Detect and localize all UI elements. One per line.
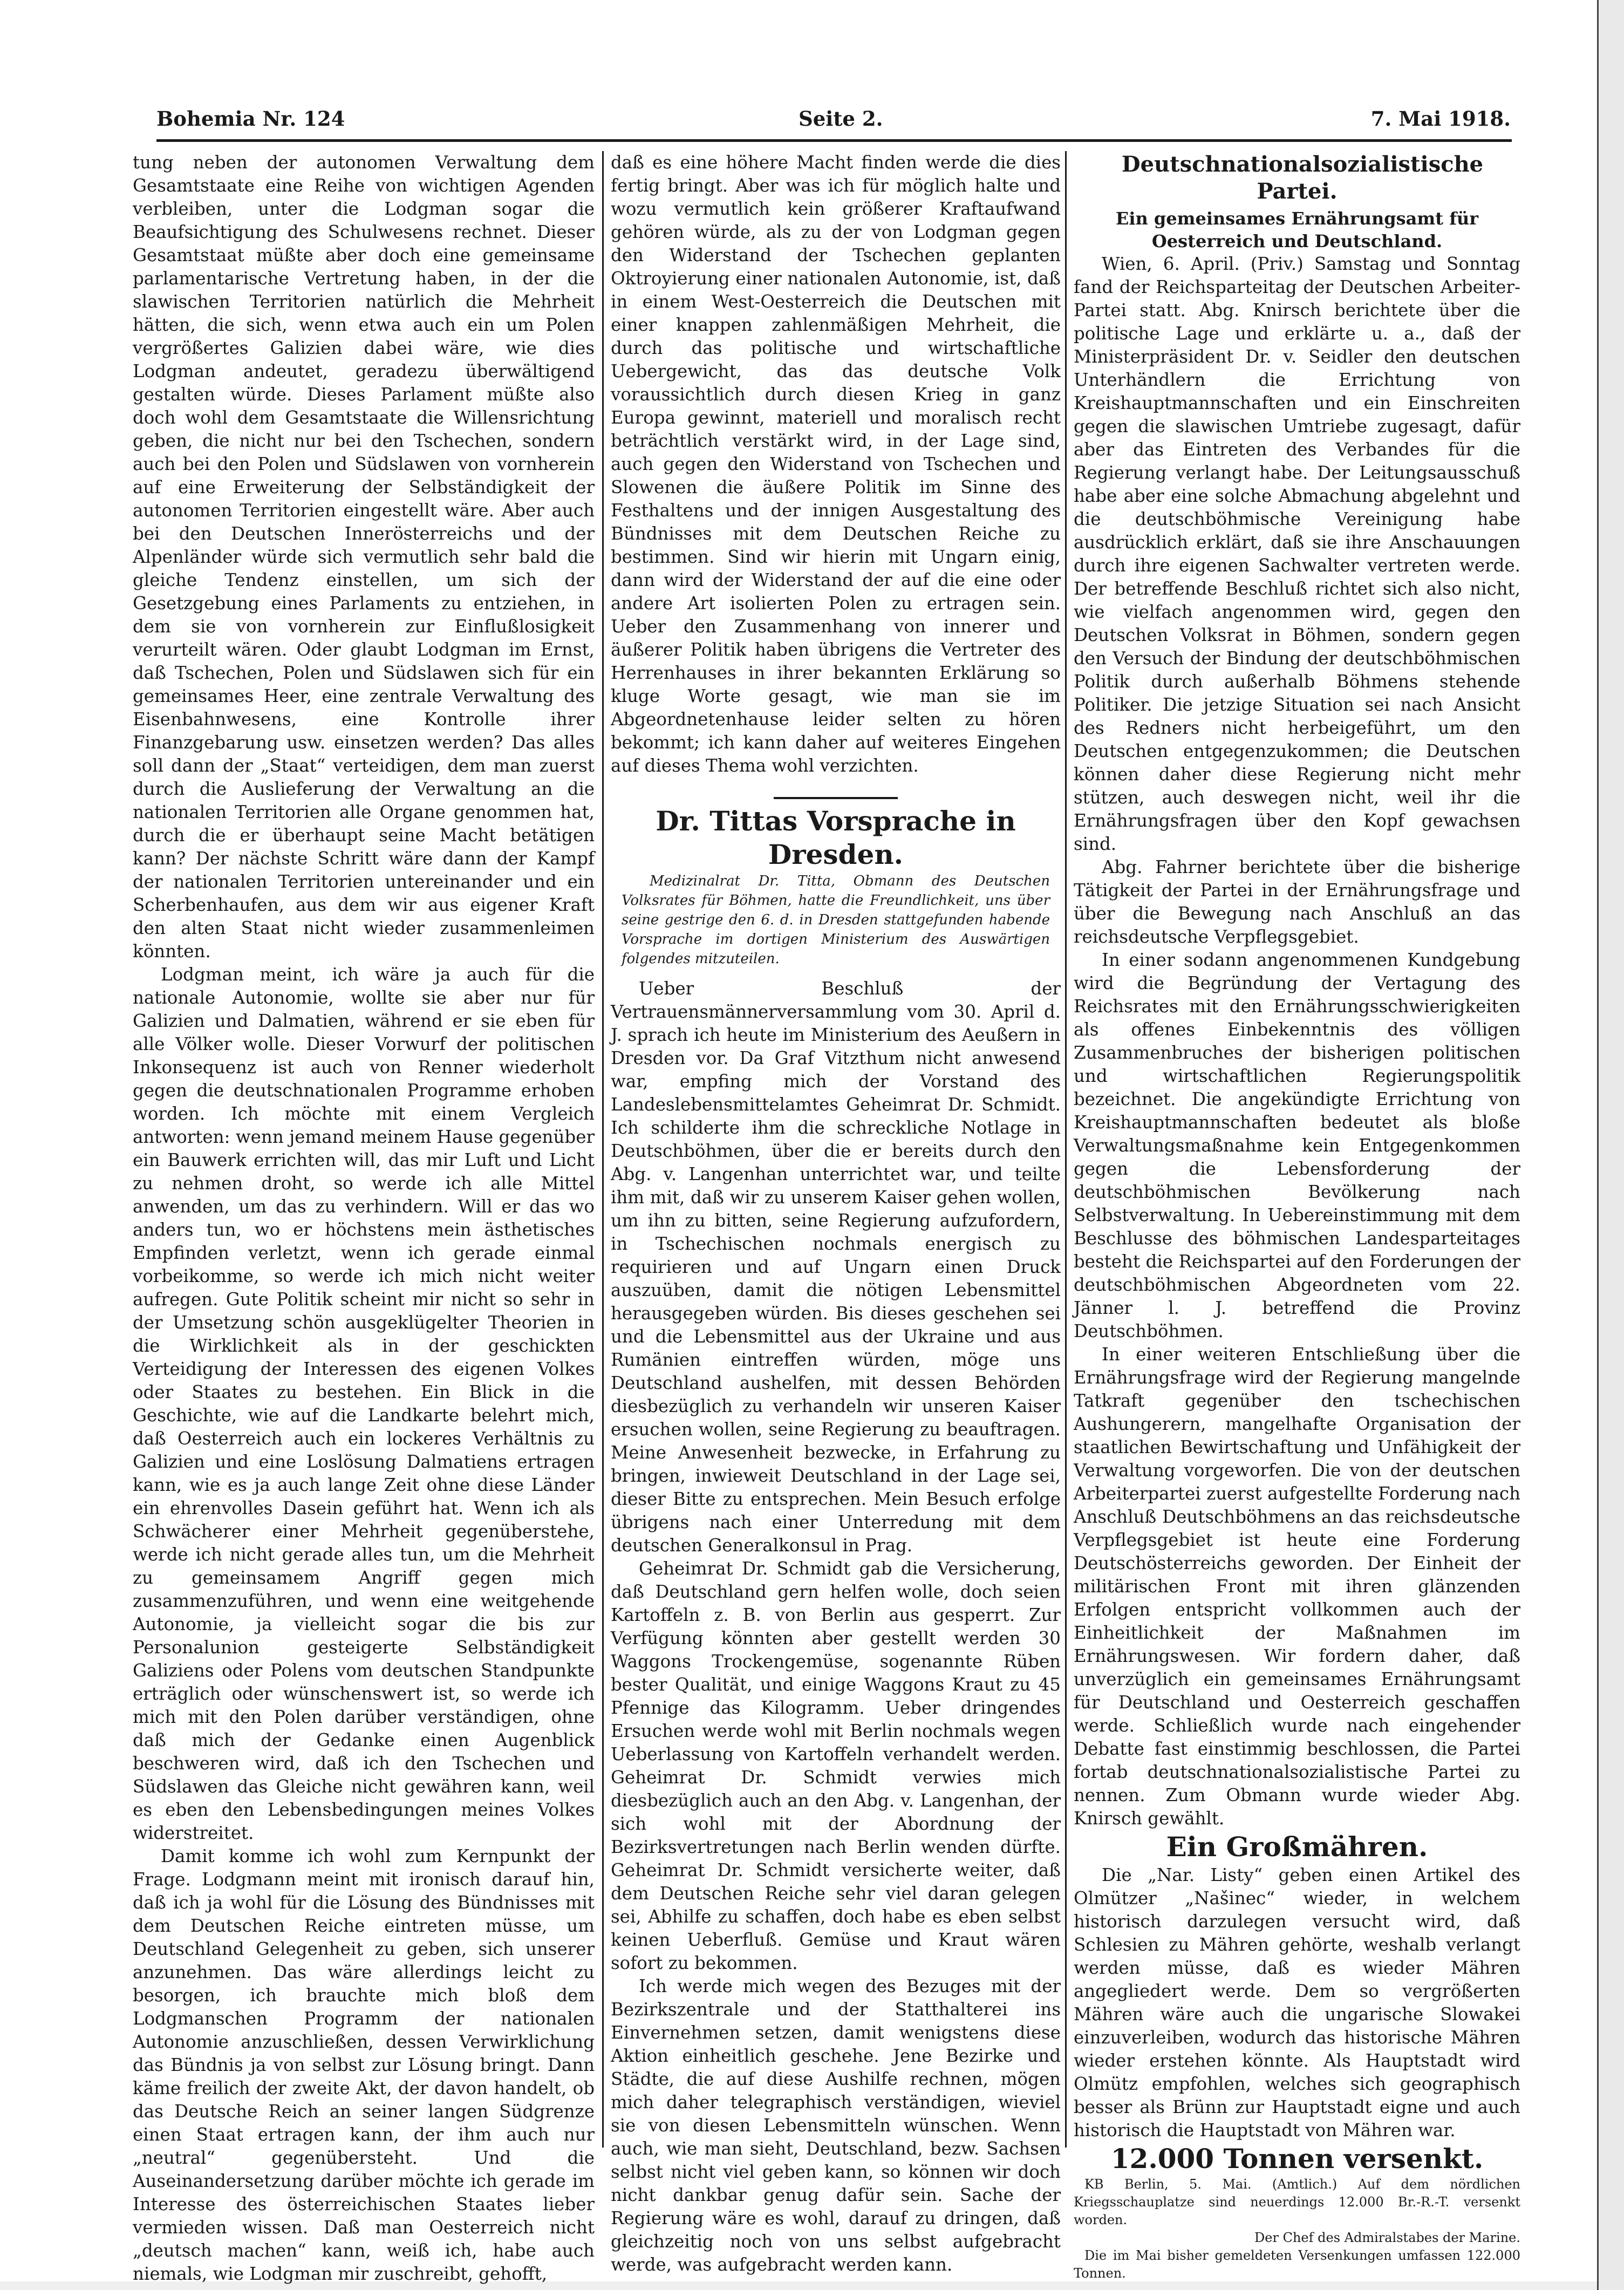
article-paragraph: Geheimrat Dr. Schmidt gab die Versicherung, daß Deutschland gern helfen wolle, doch seien Kartoffeln z. B. von Berlin aus gesperrt. Zur Verfügung könnten aber gestellt werden 30 Waggons Trockengemüse, sogenannte Rüben bester Qualität, und einige Waggons Kraut zu 45 Pfennige das Kilogramm. Ueber dringendes Ersuchen werde wohl mit Berlin nochmals wegen Ueberlassung von Kartoffeln verhandelt werden. Geheimrat Dr. Schmidt verwies mich diesbezüglich auch an den Abg. v. Langenhan, der sich wohl mit der Abordnung der Bezirksvertretungen nach Berlin wenden dürfte. Geheimrat Dr. Schmidt versicherte weiter, daß dem Deutschen Reiche sehr viel daran gelegen sei, Abhilfe zu schaffen, doch habe es eben selbst keinen Ueberfluß. Gemüse und Kraut wären sofort zu bekommen. xyxy=(611,1558,1061,1973)
article-paragraph: Die „Nar. Listy“ geben einen Artikel des Olmützer „Našinec“ wieder, in welchem historisch darzulegen versucht wird, daß Schlesien zu Mähren gehörte, weshalb verlangt werden müsse, daß es wieder Mähren angegliedert werde. Dem so vergrößerten Mähren wäre auch die ungarische Slowakei einzuverleiben, wodurch das historische Mähren wieder erstehen könnte. Als Hauptstadt wird Olmütz empfohlen, welches sich geographisch besser als Brünn zur Hauptstadt eigne und auch historisch die Hauptstadt von Mähren war. xyxy=(1074,1865,1520,2141)
article-subheadline: Ein gemeinsames Ernährungsamt für Oesterreich und Deutschland. xyxy=(1115,208,1479,251)
article-paragraph: tung neben der autonomen Verwaltung dem Gesamtstaate eine Reihe von wichtigen Agenden verbleiben, unter die Lodgman sogar die Beaufsichtigung des Schulwesens rechnet. Dieser Gesamtstaat müßte aber doch eine gemeinsame parlamentarische Vertretung haben, in der die slawischen Territorien natürlich die Mehrheit hätten, die sich, wenn etwa auch ein um Polen vergrößertes Galizien dabei wäre, wie dies Lodgman andeutet, geradezu überwältigend gestalten würde. Dieses Parlament müßte also doch wohl dem Gesamtstaate die Willensrichtung geben, die nicht nur bei den Tschechen, sondern auch bei den Polen und Südslawen von vornherein auf eine Erweiterung der Selbständigkeit der autonomen Territorien eingestellt wäre. Aber auch bei den Deutschen Innerösterreichs und der Alpenländer würde sich vermutlich sehr bald die gleiche Tendenz einstellen, um sich der Gesetzgebung eines Parlaments zu entziehen, in dem sie von vornherein zur Einflußlosigkeit verurteilt wären. Oder glaubt Lodgman im Ernst, daß Tschechen, Polen und Südslawen sich für ein gemeinsames Heer, eine zentrale Verwaltung des Eisenbahnwesens, eine Kontrolle ihrer Finanzgebarung usw. einsetzen werden? Das alles soll dann der „Staat“ verteidigen, dem man zuerst durch die Auslieferung der Verwaltung an die nationalen Territorien alle Organe genommen hat, durch die er überhaupt seine Macht betätigen kann? Der nächste Schritt wäre dann der Kampf der nationalen Territorien untereinander und ein Scherbenhaufen, aus dem wir aus eigener Kraft den alten Staat nicht wieder zusammenleimen könnten. xyxy=(133,152,595,962)
column-left xyxy=(133,151,595,2284)
page-edge-right xyxy=(1597,0,1624,2290)
page-header xyxy=(156,103,1511,140)
article-intro: Medizinalrat Dr. Titta, Obmann des Deutschen Volksrates für Böhmen, hatte die Freundlichkeit, uns über seine gestrige den 6. d. in Dresden stattgefunden habende Vorsprache im dortigen Ministerium des Auswärtigen folgendes mitzuteilen. xyxy=(622,873,1050,967)
article-paragraph: KB Berlin, 5. Mai. (Amtlich.) Auf dem nördlichen Kriegsschauplatze sind neuerdings 12.000 Br.-R.-T. versenkt worden. xyxy=(1074,2177,1520,2227)
article-paragraph: Lodgman meint, ich wäre ja auch für die nationale Autonomie, wollte sie aber nur für Galizien und Dalmatien, während er sie eben für alle Völker wolle. Dieser Vorwurf der politischen Inkonsequenz ist auch von Renner wiederholt gegen die deutschnationalen Programme erhoben worden. Ich möchte mit einem Vergleich antworten: wenn jemand meinem Hause gegenüber ein Bauwerk errichten will, das mir Luft und Licht zu nehmen droht, so werde ich alle Mittel anwenden, um das zu verhindern. Will er das wo anders tun, wo er höchstens mein ästhetisches Empfinden verletzt, wenn ich gerade einmal vorbeikomme, so werde ich mich nicht weiter aufregen. Gute Politik scheint mir nicht so sehr in der Umsetzung schön ausgeklügelter Theorien in die Wirklichkeit als in der geschickten Verteidigung der Interessen des eigenen Volkes oder Staates zu bestehen. Ein Blick in die Geschichte, wie auf die Landkarte belehrt mich, daß Oesterreich auch ein lockeres Verhältnis zu Galizien und eine Loslösung Dalmatiens ertragen kann, wie es ja auch lange Zeit ohne diese Länder ein ehrenvolles Dasein geführt hat. Wenn ich als Schwächerer einer Mehrheit gegenüberstehe, werde ich nicht gerade alles tun, um die Mehrheit zu gemeinsamem Angriff gegen mich zusammenzuführen, und wenn eine weitgehende Autonomie, ja vielleicht sogar die bis zur Personalunion gesteigerte Selbständigkeit Galiziens oder Polens vom deutschen Standpunkte erträglich oder wünschenswert ist, so werde ich mich mit den Polen darüber verständigen, ohne daß mich der Gedanke einen Augenblick beschweren wird, daß ich den Tschechen und Südslawen das Gleiche nicht gewähren kann, weil es eben den Lebensbedingungen meines Volkes widerstreitet. xyxy=(133,964,595,1843)
article-signature: Der Chef des Admiralstabes der Marine. xyxy=(1254,2230,1520,2245)
article-paragraph: Ich werde mich wegen des Bezuges mit der Bezirkszentrale und der Statthalterei ins Einvernehmen setzen, damit wenigstens diese Aktion einheitlich geschehe. Jene Bezirke und Städte, die auf diese Aushilfe rechnen, mögen mich daher telegraphisch verständigen, wieviel sie von diesen Lebensmitteln wünschen. Wenn auch, wie man sieht, Deutschland, bezw. Sachsen selbst nicht viel geben kann, so können wir doch nicht dankbar genug dafür sein. Sache der Regierung wäre es wohl, darauf zu dringen, daß gleichzeitig noch von uns selbst aufgebracht werde, was aufgebracht werden kann. xyxy=(611,1976,1061,2275)
article-headline: Ein Großmähren. xyxy=(1166,1831,1428,1863)
article-paragraph: Ueber Beschluß der Vertrauensmännerversammlung vom 30. April d. J. sprach ich heute im Ministerium des Aeußern in Dresden vor. Da Graf Vitzthum nicht anwesend war, empfing mich der Vorstand des Landeslebensmittelamtes Geheimrat Dr. Schmidt. Ich schilderte ihm die schreckliche Notlage in Deutschböhmen, über die er bereits durch den Abg. v. Langenhan unterrichtet war, und teilte ihm mit, daß wir zu unserem Kaiser gehen wollen, um ihn zu bitten, seine Regierung aufzufordern, in Tschechischen nochmals energisch zu requirieren und auf Ungarn einen Druck auszuüben, damit die nötigen Lebensmittel herausgegeben würden. Bis dieses geschehen sei und die Lebensmittel aus der Ukraine und aus Rumänien eintreffen würden, möge uns Deutschland aushelfen, mit dessen Behörden diesbezüglich zu verhandeln wir unseren Kaiser ersuchen wollen, seine Regierung zu beauftragen. Meine Anwesenheit bezwecke, in Erfahrung zu bringen, inwieweit Deutschland in der Lage sei, dieser Bitte zu entsprechen. Mein Besuch erfolge übrigens nach einer Unterredung mit dem deutschen Generalkonsul in Prag. xyxy=(611,978,1061,1556)
article-paragraph: Abg. Fahrner berichtete über die bisherige Tätigkeit der Partei in der Ernährungsfrage und über die Bewegung nach Anschluß an das reichsdeutsche Verpflegsgebiet. xyxy=(1074,857,1520,947)
header-newspaper-issue: Bohemia Nr. 124 xyxy=(156,107,345,131)
header-rule xyxy=(156,139,1512,142)
article-paragraph: Die im Mai bisher gemeldeten Versenkungen umfassen 122.000 Tonnen. xyxy=(1074,2248,1520,2281)
column-divider xyxy=(1065,151,1067,2148)
column-middle xyxy=(611,151,1061,2275)
article-paragraph: In einer weiteren Entschließung über die Ernährungsfrage wird der Regierung mangelnde Tatkraft gegenüber den tschechischen Aushungerern, mangelhafte Organisation der staatlichen Bewirtschaftung und Unfähigkeit der Verwaltung vorgeworfen. Die von der deutschen Arbeiterpartei zuerst aufgestellte Forderung nach Anschluß Deutschböhmens an das reichsdeutsche Verpflegsgebiet ist heute eine Forderung Deutschösterreichs geworden. Der Einheit der militärischen Front mit ihren glänzenden Erfolgen entspricht vollkommen auch der Einheitlichkeit der Maßnahmen im Ernährungswesen. Wir fordern daher, daß unverzüglich ein gemeinsames Ernährungsamt für Deutschland und Oesterreich geschaffen werde. Schließlich wurde nach eingehender Debatte fast einstimmig beschlossen, die Partei fortab deutschnationalsozialistische Partei zu nennen. Zum Obmann wurde wieder Abg. Knirsch gewählt. xyxy=(1074,1344,1520,1829)
article-paragraph: Damit komme ich wohl zum Kernpunkt der Frage. Lodgmann meint mit ironisch darauf hin, daß ich ja wohl für die Lösung des Bündnisses mit dem Deutschen Reiche eintreten müsse, um Deutschland Gelegenheit zu geben, sich unserer anzunehmen. Das wäre allerdings leicht zu besorgen, ich brauchte mich bloß dem Lodgmanschen Programm der nationalen Autonomie anzuschließen, dessen Verwirklichung das Bündnis ja von selbst zur Lösung bringt. Dann käme freilich der zweite Akt, der davon handelt, ob das Deutsche Reich an seiner langen Südgrenze einen Staat ertragen kann, der ihm auch nur „neutral“ gegenübersteht. Und die Auseinandersetzung darüber möchte ich gerade im Interesse des österreichischen Staates lieber vermieden wissen. Daß man Oesterreich nicht „deutsch machen“ kann, weiß ich, habe auch niemals, wie Lodgman mir zuschreibt, gehofft, xyxy=(133,1846,595,2284)
column-divider xyxy=(602,151,604,2148)
article-headline: 12.000 Tonnen versenkt. xyxy=(1110,2143,1484,2175)
article-headline: Dr. Tittas Vorsprache in Dresden. xyxy=(656,805,1016,870)
article-paragraph: In einer sodann angenommenen Kundgebung wird die Begründung der Vertagung des Reichsrates mit den Ernährungsschwierigkeiten als offenes Einbekenntnis des völligen Zusammenbruches der bisherigen politischen und wirtschaftlichen Regierungspolitik bezeichnet. Die angekündigte Errichtung von Kreishauptmannschaften bedeutet als bloße Verwaltungsmaßnahme kein Entgegenkommen gegen die Lebensforderung der deutschböhmischen Bevölkerung nach Selbstverwaltung. In Uebereinstimmung mit dem Beschlusse des böhmischen Landesparteitages besteht die Reichspartei auf den Forderungen der deutschböhmischen Abgeordneten vom 22. Jänner l. J. betreffend die Provinz Deutschböhmen. xyxy=(1074,950,1520,1341)
column-right xyxy=(1074,151,1520,2281)
article-headline: Deutschnationalsozialistische Partei. xyxy=(1121,152,1484,204)
header-page-number: Seite 2. xyxy=(799,107,883,131)
article-separator xyxy=(774,797,898,799)
article-paragraph: daß es eine höhere Macht finden werde die dies fertig bringt. Aber was ich für möglich halte und wozu vermutlich kein größerer Kraftaufwand gehören würde, als zu der von Lodgman gegen den Widerstand der Tschechen geplanten Oktroyierung einer nationalen Autonomie, ist, daß in einem West-Oesterreich die Deutschen mit einer knappen zahlenmäßigen Mehrheit, die durch das politische und wirtschaftliche Uebergewicht, das das deutsche Volk voraussichtlich durch diesen Krieg in ganz Europa gewinnt, materiell und moralisch recht beträchtlich verstärkt wird, in der Lage sind, auch gegen den Widerstand von Tschechen und Slowenen die äußere Politik im Sinne des Festhaltens und der innigen Ausgestaltung des Bündnisses mit dem Deutschen Reiche zu bestimmen. Sind wir hierin mit Ungarn einig, dann wird der Widerstand der auf die eine oder andere Art isolierten Polen zu ertragen sein. Ueber den Zusammenhang von innerer und äußerer Politik haben übrigens die Vertreter des Herrenhauses in ihrer bekannten Erklärung so kluge Worte gesagt, wie man sie im Abgeordnetenhause leider selten zu hören bekommt; ich kann daher auf weiteres Eingehen auf dieses Thema wohl verzichten. xyxy=(611,152,1061,776)
article-paragraph: Wien, 6. April. (Priv.) Samstag und Sonntag fand der Reichsparteitag der Deutschen Arbeiter-Partei statt. Abg. Knirsch berichtete über die politische Lage und erklärte u. a., daß der Ministerpräsident Dr. v. Seidler den deutschen Unterhändlern die Errichtung von Kreishauptmannschaften und ein Einschreiten gegen die slawischen Umtriebe zugesagt, dafür aber das Eintreten des Verbandes für die Regierung verlangt habe. Der Leitungsausschuß habe aber eine solche Abmachung abgelehnt und die deutschböhmische Vereinigung habe ausdrücklich erklärt, daß sie ihre Anschauungen durch ihre eigenen Sachwalter vertreten werde. Der betreffende Beschluß richtet sich also nicht, wie vielfach angenommen wird, gegen den Deutschen Volksrat in Böhmen, sondern gegen den Versuch der Bindung der deutschböhmischen Politik durch außerhalb Böhmens stehende Politiker. Die jetzige Situation sei nach Ansicht des Redners nicht herbeigeführt, um den Deutschen entgegenzukommen; die Deutschen können daher diese Regierung nicht mehr stützen, auch deswegen nicht, weil ihr die Ernährungsfragen über den Kopf gewachsen sind. xyxy=(1074,254,1520,854)
header-date: 7. Mai 1918. xyxy=(1370,107,1511,131)
